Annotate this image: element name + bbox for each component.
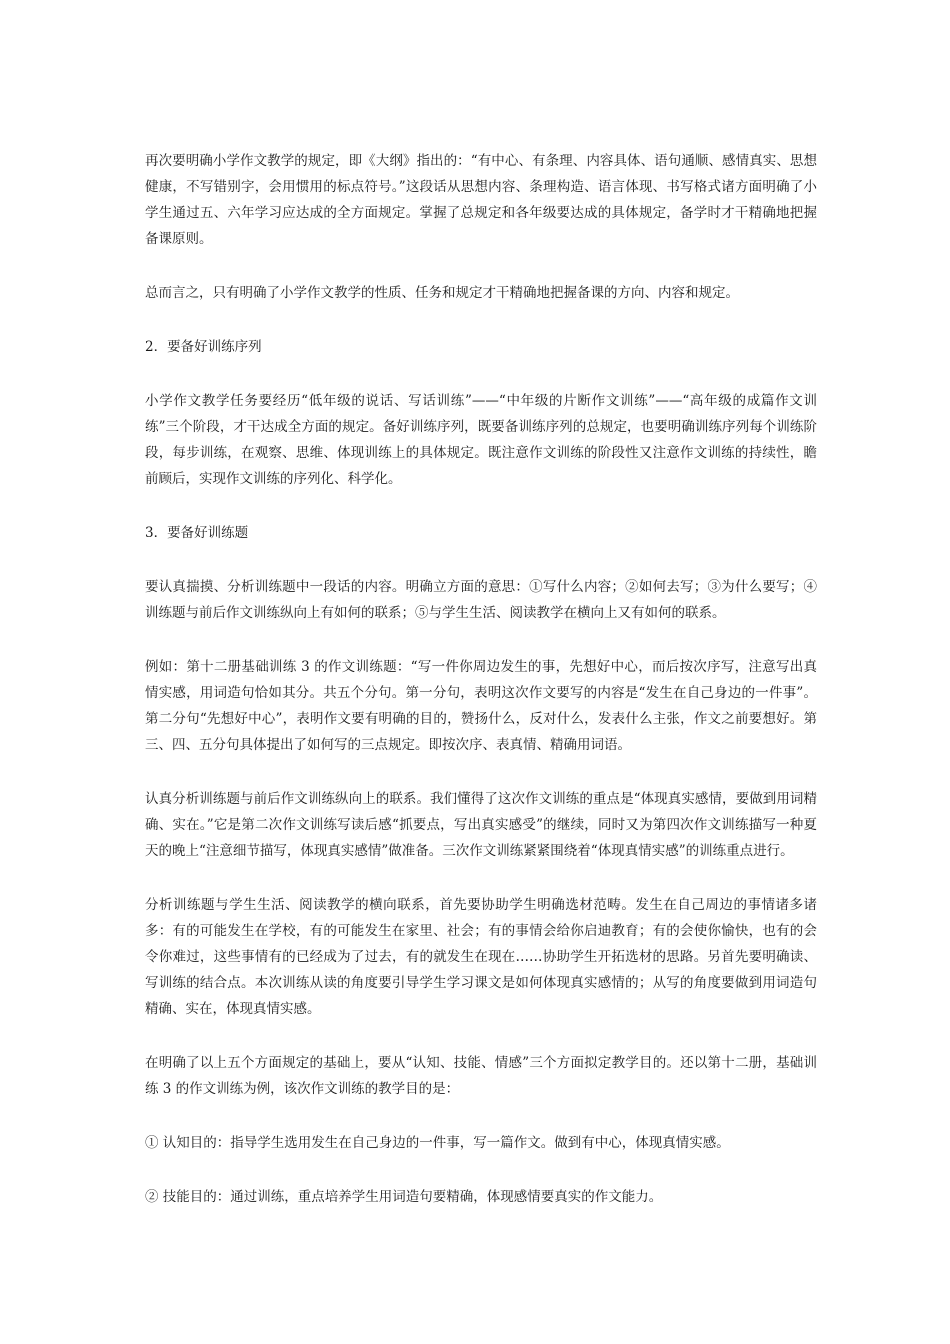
paragraph-requirements: 再次要明确小学作文教学的规定，即《大纲》指出的：“有中心、有条理、内容具体、语句通顺、感情真实、思想健康，不写错别字，会用惯用的标点符号。”这段话从思想内容、条理构造、语言体现、书写格式诸方面明确了小学生通过五、六年学习应达成的全方面规定。掌握了总规定和各年级要达成的具体规定，备学时才干精确地把握备课原则。: [145, 153, 817, 247]
paragraph-example: 例如：第十二册基础训练 3 的作文训练题：“写一件你周边发生的事，先想好中心，而后按次序写，注意写出真情实感，用词造句恰如其分。共五个分句。第一分句，表明这次作文要写的内容是“发生在自己身边的一件事”。第二分句“先想好中心”，表明作文要有明确的目的，赞扬什么，反对什么，发表什么主张，作文之前要想好。第三、四、五分句具体提出了如何写的三点规定。即按次序、表真情、精确用词语。: [145, 659, 817, 753]
paragraph-summary: 总而言之，只有明确了小学作文教学的性质、任务和规定才干精确地把握备课的方向、内容和规定。: [145, 285, 739, 301]
section-heading-training-topic: 3．要备好训练题: [145, 525, 249, 541]
document-page: [145, 148, 817, 1238]
paragraph-horizontal-link: 分析训练题与学生生活、阅读教学的横向联系，首先要协助学生明确选材范畴。发生在自己周边的事情诸多诸多：有的可能发生在学校，有的可能发生在家里、社会；有的事情会给你启迪教育；有的会使你愉快，也有的会令你难过，这些事情有的已经成为了过去，有的就发生在现在……协助学生开拓选材的思路。另首先要明确读、写训练的结合点。本次训练从读的角度要引导学生学习课文是如何体现真实感情的；从写的角度要做到用词造句精确、实在，体现真情实感。: [145, 897, 817, 1017]
paragraph-teaching-goals: 在明确了以上五个方面规定的基础上，要从“认知、技能、情感”三个方面拟定教学目的。还以第十二册，基础训练 3 的作文训练为例，该次作文训练的教学目的是：: [145, 1055, 817, 1097]
list-item-cognitive-goal: ① 认知目的：指导学生选用发生在自己身边的一件事，写一篇作文。做到有中心，体现真情实感。: [145, 1135, 730, 1151]
paragraph-training-sequence: 小学作文教学任务要经历“低年级的说话、写话训练”——“中年级的片断作文训练”——“高年级的成篇作文训练”三个阶段，才干达成全方面的规定。备好训练序列，既要备训练序列的总规定，也要明确训练序列每个训练阶段，每步训练，在观察、思维、体现训练上的具体规定。既注意作文训练的阶段性又注意作文训练的持续性，瞻前顾后，实现作文训练的序列化、科学化。: [145, 393, 817, 487]
section-heading-training-sequence: 2．要备好训练序列: [145, 339, 262, 355]
list-item-skill-goal: ② 技能目的：通过训练，重点培养学生用词造句要精确，体现感情要真实的作文能力。: [145, 1189, 663, 1205]
paragraph-analyze-topic: 要认真揣摸、分析训练题中一段话的内容。明确立方面的意思：①写什么内容；②如何去写；③为什么要写；④训练题与前后作文训练纵向上有如何的联系；⑤与学生生活、阅读教学在横向上又有如何的联系。: [145, 579, 817, 621]
paragraph-vertical-link: 认真分析训练题与前后作文训练纵向上的联系。我们懂得了这次作文训练的重点是“体现真实感情，要做到用词精确、实在。”它是第二次作文训练写读后感“抓要点，写出真实感受”的继续，同时又为第四次作文训练描写一种夏天的晚上“注意细节描写，体现真实感情”做准备。三次作文训练紧紧围绕着“体现真情实感”的训练重点进行。: [145, 791, 817, 859]
